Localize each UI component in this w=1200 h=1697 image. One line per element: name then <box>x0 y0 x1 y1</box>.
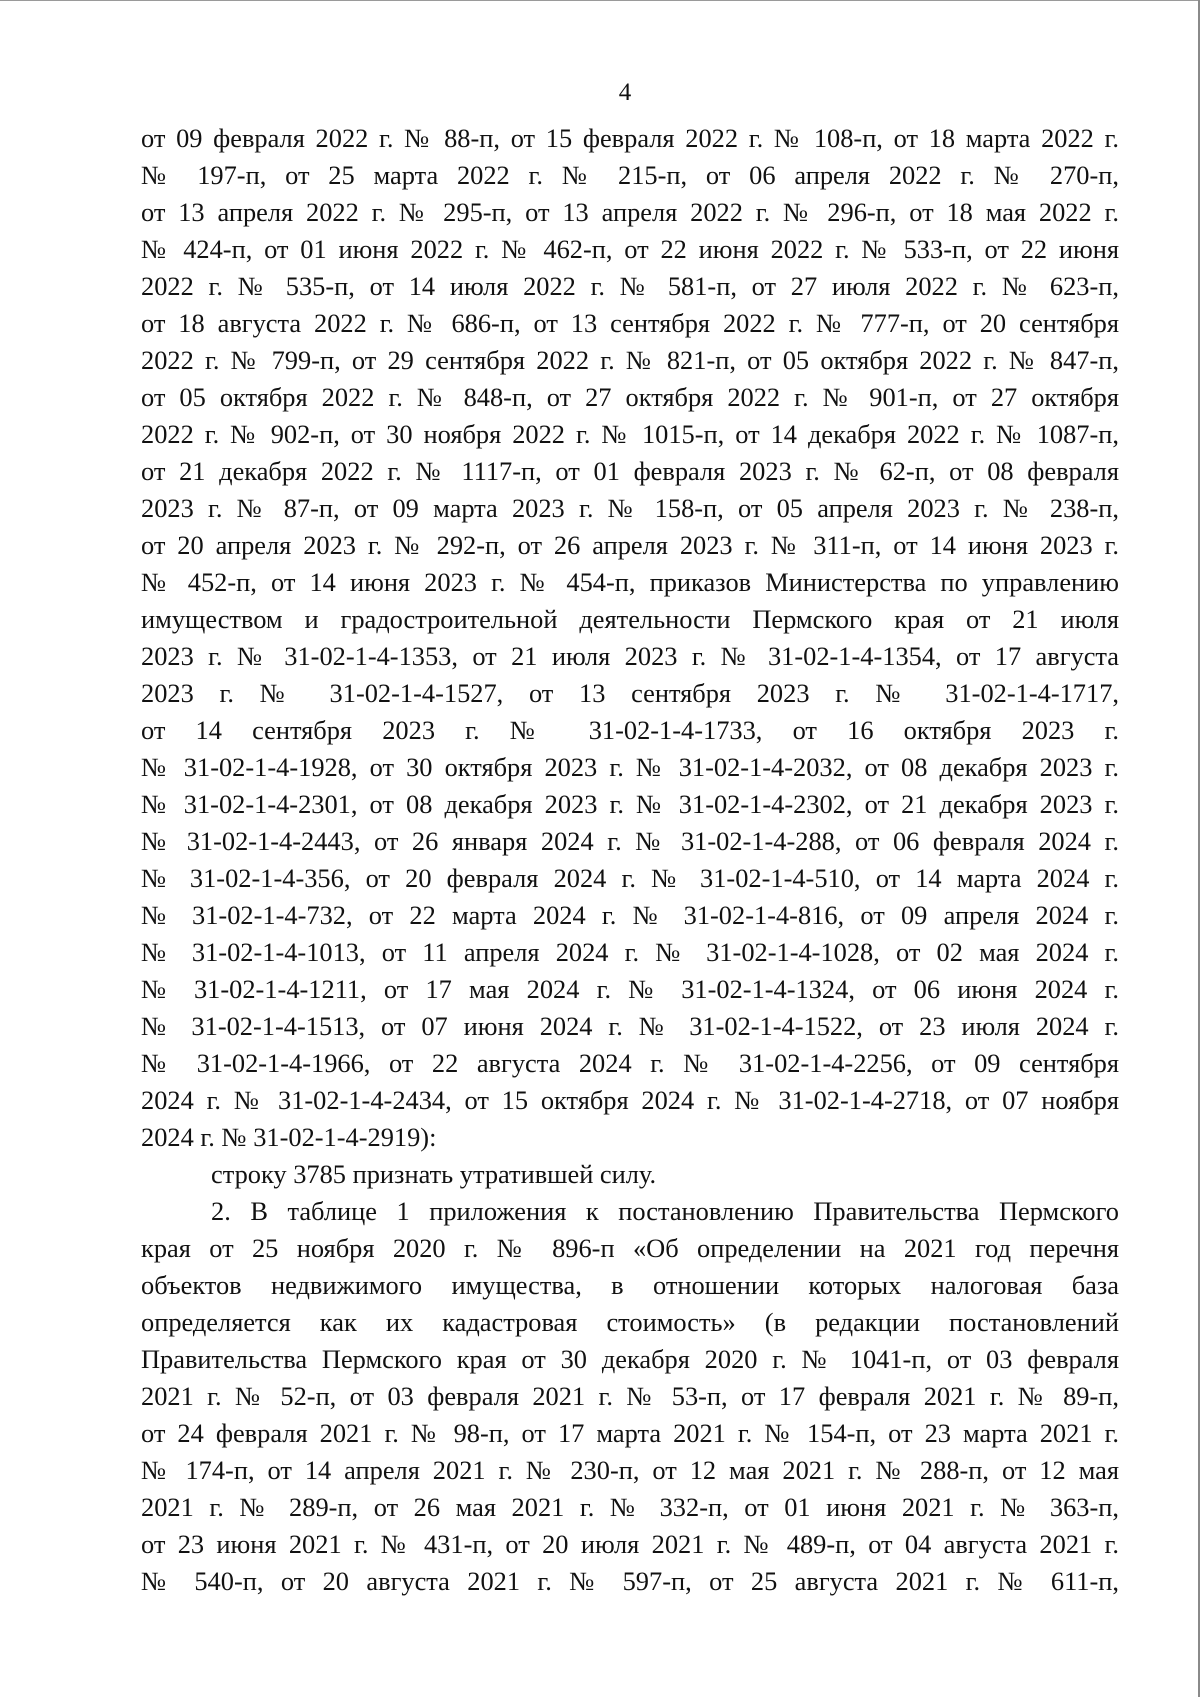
text-line: от 23 июня 2021 г. № 431-п, от 20 июля 2021 г. № 489-п, от 04 августа 2021 г. <box>141 1529 1119 1559</box>
text-line: 2023 г. № 87-п, от 09 марта 2023 г. № 158-п, от 05 апреля 2023 г. № 238-п, <box>141 493 1119 523</box>
text-line: от 18 августа 2022 г. № 686-п, от 13 сентября 2022 г. № 777-п, от 20 сентября <box>141 308 1119 338</box>
text-line: 2023 г. № 31-02-1-4-1527, от 13 сентября 2023 г. № 31-02-1-4-1717, <box>141 678 1119 708</box>
text-line: № 31-02-1-4-1928, от 30 октября 2023 г. № 31-02-1-4-2032, от 08 декабря 2023 г. <box>141 752 1119 782</box>
text-line: 2023 г. № 31-02-1-4-1353, от 21 июля 2023 г. № 31-02-1-4-1354, от 17 августа <box>141 641 1119 671</box>
text-line: 2021 г. № 52-п, от 03 февраля 2021 г. № 53-п, от 17 февраля 2021 г. № 89-п, <box>141 1381 1119 1411</box>
text-line: № 31-02-1-4-1966, от 22 августа 2024 г. № 31-02-1-4-2256, от 09 сентября <box>141 1048 1119 1078</box>
text-line: от 09 февраля 2022 г. № 88-п, от 15 февраля 2022 г. № 108-п, от 18 марта 2022 г. <box>141 123 1119 153</box>
text-line: 2022 г. № 799-п, от 29 сентября 2022 г. № 821-п, от 05 октября 2022 г. № 847-п, <box>141 345 1119 375</box>
text-line: № 31-02-1-4-356, от 20 февраля 2024 г. № 31-02-1-4-510, от 14 марта 2024 г. <box>141 863 1119 893</box>
page-number: 4 <box>618 79 632 106</box>
text-line: края от 25 ноября 2020 г. № 896-п «Об определении на 2021 год перечня <box>141 1233 1119 1263</box>
text-line: от 13 апреля 2022 г. № 295-п, от 13 апреля 2022 г. № 296-п, от 18 мая 2022 г. <box>141 197 1119 227</box>
text-line: 2022 г. № 535-п, от 14 июля 2022 г. № 581-п, от 27 июля 2022 г. № 623-п, <box>141 271 1119 301</box>
text-line: определяется как их кадастровая стоимость» (в редакции постановлений <box>141 1307 1119 1337</box>
scan-edge-top <box>0 0 1200 1</box>
text-line: от 20 апреля 2023 г. № 292-п, от 26 апреля 2023 г. № 311-п, от 14 июня 2023 г. <box>141 530 1119 560</box>
text-line: 2022 г. № 902-п, от 30 ноября 2022 г. № 1015-п, от 14 декабря 2022 г. № 1087-п, <box>141 419 1119 449</box>
text-line: № 174-п, от 14 апреля 2021 г. № 230-п, от 12 мая 2021 г. № 288-п, от 12 мая <box>141 1455 1119 1485</box>
text-line: № 452-п, от 14 июня 2023 г. № 454-п, приказов Министерства по управлению <box>141 567 1119 597</box>
text-line: 2024 г. № 31-02-1-4-2919): <box>141 1122 437 1152</box>
text-line: № 424-п, от 01 июня 2022 г. № 462-п, от 22 июня 2022 г. № 533-п, от 22 июня <box>141 234 1119 264</box>
text-line: объектов недвижимого имущества, в отношении которых налоговая база <box>141 1270 1119 1300</box>
text-line: № 197-п, от 25 марта 2022 г. № 215-п, от 06 апреля 2022 г. № 270-п, <box>141 160 1119 190</box>
text-line: от 05 октября 2022 г. № 848-п, от 27 октября 2022 г. № 901-п, от 27 октября <box>141 382 1119 412</box>
text-line: от 24 февраля 2021 г. № 98-п, от 17 марта 2021 г. № 154-п, от 23 марта 2021 г. <box>141 1418 1119 1448</box>
document-body <box>141 120 1119 1600</box>
text-line: № 31-02-1-4-1513, от 07 июня 2024 г. № 31-02-1-4-1522, от 23 июля 2024 г. <box>141 1011 1119 1041</box>
paragraph-line: 2. В таблице 1 приложения к постановлению Правительства Пермского <box>211 1196 1119 1226</box>
text-line: 2024 г. № 31-02-1-4-2434, от 15 октября 2024 г. № 31-02-1-4-2718, от 07 ноября <box>141 1085 1119 1115</box>
text-line: № 31-02-1-4-2301, от 08 декабря 2023 г. № 31-02-1-4-2302, от 21 декабря 2023 г. <box>141 789 1119 819</box>
text-line: Правительства Пермского края от 30 декабря 2020 г. № 1041-п, от 03 февраля <box>141 1344 1119 1374</box>
text-line: № 31-02-1-4-732, от 22 марта 2024 г. № 31-02-1-4-816, от 09 апреля 2024 г. <box>141 900 1119 930</box>
text-line: № 540-п, от 20 августа 2021 г. № 597-п, от 25 августа 2021 г. № 611-п, <box>141 1566 1119 1596</box>
text-line: от 14 сентября 2023 г. № 31-02-1-4-1733, от 16 октября 2023 г. <box>141 715 1119 745</box>
text-line: № 31-02-1-4-1211, от 17 мая 2024 г. № 31-02-1-4-1324, от 06 июня 2024 г. <box>141 974 1119 1004</box>
text-line: от 21 декабря 2022 г. № 1117-п, от 01 февраля 2023 г. № 62-п, от 08 февраля <box>141 456 1119 486</box>
text-line: 2021 г. № 289-п, от 26 мая 2021 г. № 332-п, от 01 июня 2021 г. № 363-п, <box>141 1492 1119 1522</box>
text-line: № 31-02-1-4-2443, от 26 января 2024 г. № 31-02-1-4-288, от 06 февраля 2024 г. <box>141 826 1119 856</box>
text-line: имуществом и градостроительной деятельности Пермского края от 21 июля <box>141 604 1119 634</box>
text-line: № 31-02-1-4-1013, от 11 апреля 2024 г. № 31-02-1-4-1028, от 02 мая 2024 г. <box>141 937 1119 967</box>
paragraph-line: строку 3785 признать утратившей силу. <box>211 1159 657 1189</box>
